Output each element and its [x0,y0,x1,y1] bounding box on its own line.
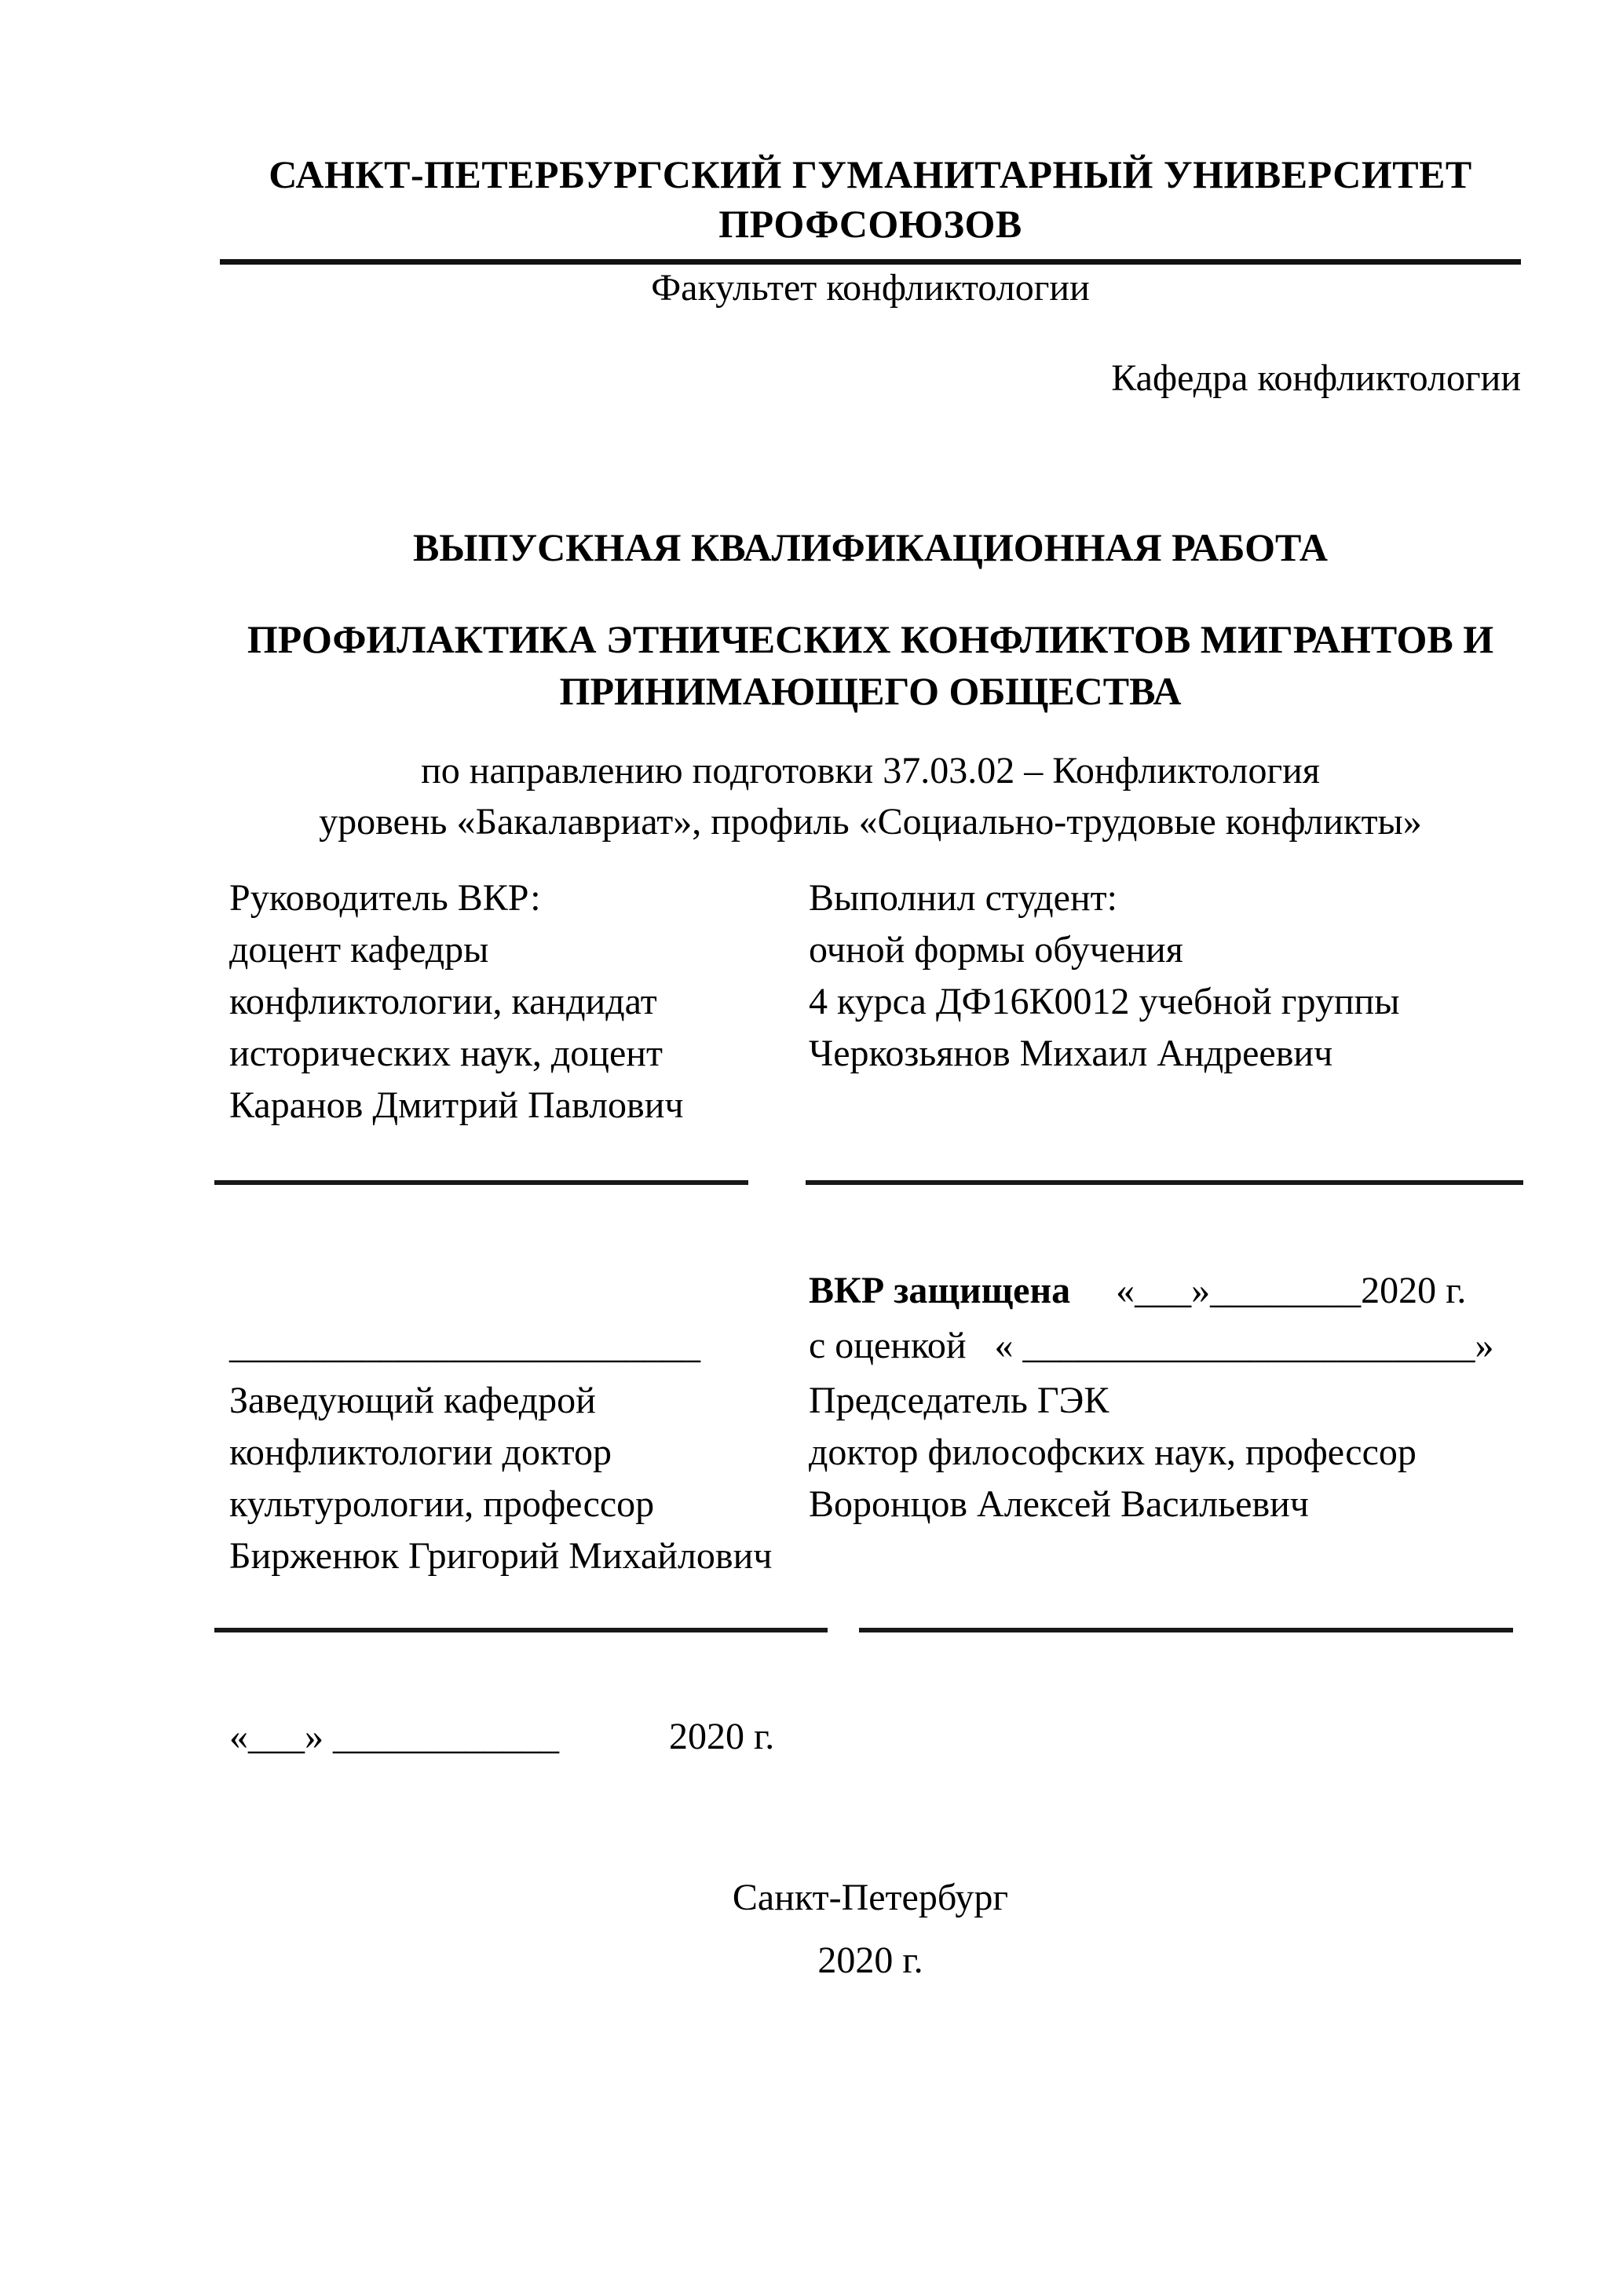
department-line: Кафедра конфликтологии [1111,357,1521,399]
university-name [220,150,1521,249]
bottom-date-line [229,1713,1093,1761]
chairman-signature-line [859,1628,1513,1632]
chairman-title: Председатель ГЭК [809,1380,1109,1421]
head-position-line: конфликтологии доктор [229,1431,612,1473]
university-name-line2: ПРОФСОЮЗОВ [718,202,1022,246]
supervisor-line: конфликтологии, кандидат [229,981,657,1022]
chairman-block [809,1375,1547,1530]
date-placeholder: «___» ____________ [229,1716,559,1757]
student-line: очной формы обучения [809,929,1183,971]
supervisor-name: Каранов Дмитрий Павлович [229,1084,684,1126]
university-name-line1: САНКТ-ПЕТЕРБУРГСКИЙ ГУМАНИТАРНЫЙ УНИВЕРСИТЕТ [269,152,1472,196]
student-label: Выполнил студент: [809,877,1117,919]
faculty-line: Факультет конфликтологии [651,267,1090,309]
department-head-block [229,1375,842,1582]
defense-status-label: ВКР защищена [809,1270,1071,1311]
year-line: 2020 г. [817,1940,923,1981]
defense-status-line [809,1265,1547,1317]
level-profile-line: уровень «Бакалавриат», профиль «Социально-трудовые конфликты» [319,801,1422,843]
chairman-name: Воронцов Алексей Васильевич [809,1483,1309,1525]
student-line: 4 курса ДФ16К0012 учебной группы [809,981,1400,1022]
supervisor-line: доцент кафедры [229,929,489,971]
thesis-title [220,613,1521,717]
supervisor-block [229,872,802,1132]
city-line: Санкт-Петербург [732,1877,1009,1918]
supervisor-label: Руководитель ВКР: [229,877,541,919]
head-position-line: Заведующий кафедрой [229,1380,596,1421]
chairman-degree: доктор философских наук, профессор [809,1431,1416,1473]
student-name: Черкозьянов Михаил Андреевич [809,1033,1333,1074]
work-type-heading: ВЫПУСКНАЯ КВАЛИФИКАЦИОННАЯ РАБОТА [413,525,1328,569]
thesis-title-line2: ПРИНИМАЮЩЕГО ОБЩЕСТВА [559,669,1182,713]
student-signature-line [806,1180,1523,1185]
defense-date-placeholder: «___»________2020 г. [1116,1270,1467,1311]
grade-line: с оценкой « ________________________» [809,1325,1494,1366]
direction-line: по направлению подготовки 37.03.02 – Конфликтология [421,750,1320,792]
student-block [809,872,1523,1080]
head-signature-placeholder: _________________________ [229,1325,700,1366]
supervisor-line: исторических наук, доцент [229,1033,663,1074]
thesis-title-line1: ПРОФИЛАКТИКА ЭТНИЧЕСКИХ КОНФЛИКТОВ МИГРАНТОВ И [247,617,1494,661]
head-signature-line [214,1628,828,1632]
head-name: Бирженюк Григорий Михайлович [229,1535,773,1577]
supervisor-signature-line [214,1180,748,1185]
date-year: 2020 г. [669,1716,775,1757]
head-position-line: культурологии, профессор [229,1483,655,1525]
